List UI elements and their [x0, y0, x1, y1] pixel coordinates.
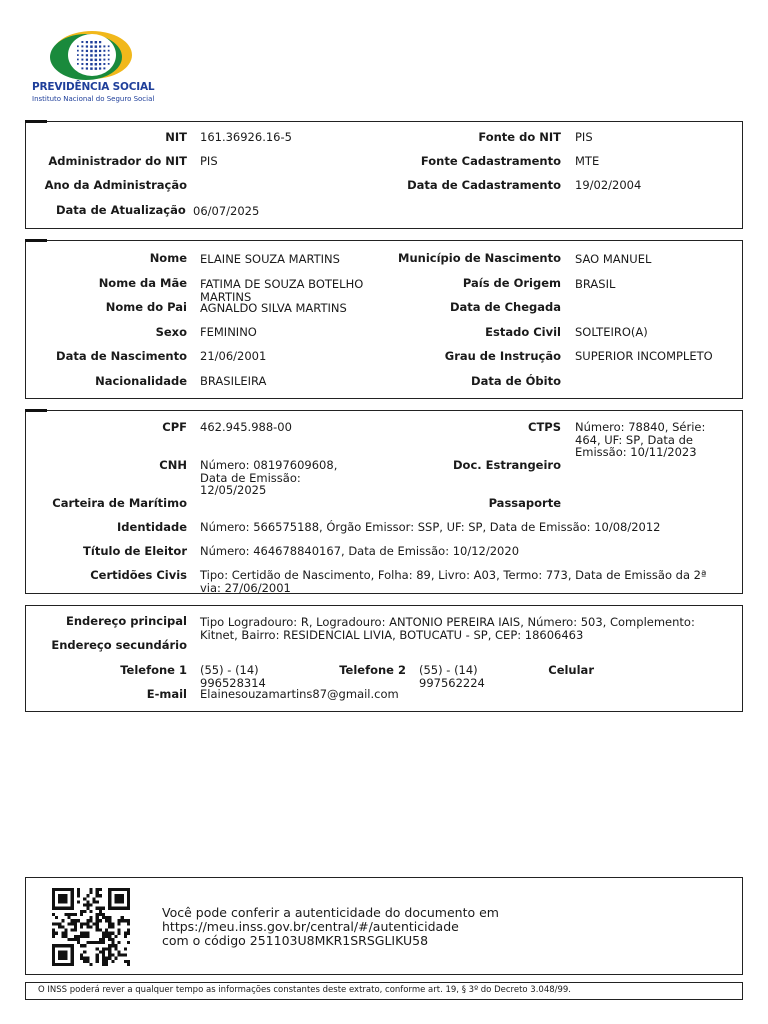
- identidade-value: Número: 566575188, Órgão Emissor: SSP, UF: SP, Data de Emissão: 10/08/2012: [200, 520, 661, 534]
- cnh-value: [200, 459, 337, 497]
- nome-mae-label: Nome da Mãe: [98, 276, 187, 290]
- pais-label: País de Origem: [462, 276, 561, 290]
- telefone1-line2: 996528314: [200, 675, 266, 690]
- email-value: Elainesouzamartins87@gmail.com: [200, 687, 399, 701]
- endereco-principal-value: [200, 616, 695, 641]
- autenticidade-url[interactable]: https://meu.inss.gov.br/central/#/autenticidade: [162, 919, 459, 934]
- estado-civil-label: Estado Civil: [485, 325, 561, 339]
- chegada-label: Data de Chegada: [449, 300, 561, 314]
- nome-mae-value: [200, 278, 363, 303]
- instrucao-value: SUPERIOR INCOMPLETO: [575, 349, 713, 363]
- autenticidade-codigo: com o código 251103U8MKR1SRSGLIKU58: [162, 933, 429, 948]
- documentos-section: [25, 410, 743, 594]
- logo-subtitle: Instituto Nacional do Seguro Social: [32, 95, 155, 103]
- nome-mae-line2: MARTINS: [200, 289, 252, 304]
- qr-code-icon: [50, 888, 132, 966]
- ano-administracao-label: Ano da Administração: [44, 178, 187, 192]
- nome-label: Nome: [149, 251, 187, 265]
- nacionalidade-label: Nacionalidade: [95, 374, 187, 388]
- sexo-label: Sexo: [155, 325, 187, 339]
- certidoes-label: Certidões Civis: [90, 568, 187, 582]
- previdencia-emblem-icon: [30, 28, 160, 83]
- fonte-cadastramento-value: MTE: [575, 154, 600, 168]
- fonte-cadastramento-label: Fonte Cadastramento: [420, 154, 561, 168]
- telefone2-label: Telefone 2: [339, 663, 406, 677]
- endereco-line2: Kitnet, Bairro: RESIDENCIAL LIVIA, BOTUCATU - SP, CEP: 18606463: [200, 627, 584, 642]
- certidoes-line1: Tipo: Certidão de Nascimento, Folha: 89, Livro: A03, Termo: 773, Data de Emissão da 2ª: [200, 568, 707, 582]
- ctps-value: [575, 421, 705, 459]
- nit-label: NIT: [165, 130, 187, 144]
- telefone1-line1: (55) - (14): [200, 663, 259, 677]
- data-atualizacao-value: 06/07/2025: [193, 204, 260, 218]
- ctps-line2: 464, UF: SP, Data de: [575, 432, 693, 447]
- cnh-line3: 12/05/2025: [200, 483, 267, 497]
- titulo-eleitor-label: Título de Eleitor: [83, 544, 187, 558]
- telefone2-value: [419, 664, 485, 689]
- sexo-value: FEMININO: [200, 325, 257, 339]
- autenticidade-text: [162, 906, 499, 948]
- municipio-label: Município de Nascimento: [398, 251, 561, 265]
- nome-value: ELAINE SOUZA MARTINS: [200, 252, 340, 266]
- nome-mae-line1: FATIMA DE SOUZA BOTELHO: [200, 277, 364, 291]
- pais-value: BRASIL: [575, 277, 616, 291]
- celular-label: Celular: [548, 663, 594, 677]
- telefone2-line1: (55) - (14): [419, 663, 478, 677]
- endereco-line1: Tipo Logradouro: R, Logradouro: ANTONIO PEREIRA IAIS, Número: 503, Complemento:: [200, 615, 695, 629]
- cnh-label: CNH: [159, 458, 187, 472]
- fonte-nit-label: Fonte do NIT: [478, 130, 561, 144]
- administrador-value: PIS: [200, 154, 218, 168]
- identidade-label: Identidade: [117, 520, 187, 534]
- estado-civil-value: SOLTEIRO(A): [575, 325, 648, 339]
- previdencia-logo: [30, 28, 160, 108]
- footnote: O INSS poderá rever a qualquer tempo as informações constantes deste extrato, conforme art. 19, § 3º do Decreto 3.048/99.: [25, 982, 743, 1000]
- cnh-line1: Número: 08197609608,: [200, 458, 338, 472]
- data-cadastramento-label: Data de Cadastramento: [407, 178, 561, 192]
- certidoes-line2: via: 27/06/2001: [200, 580, 291, 595]
- nome-pai-value: AGNALDO SILVA MARTINS: [200, 301, 347, 315]
- email-label: E-mail: [146, 687, 187, 701]
- telefone1-label: Telefone 1: [120, 663, 187, 677]
- data-atualizacao-label: Data de Atualização: [56, 203, 186, 217]
- nit-section: [25, 121, 743, 229]
- titulo-eleitor-value: Número: 464678840167, Data de Emissão: 10/12/2020: [200, 544, 520, 558]
- section-marker: [25, 239, 47, 242]
- certidoes-value: [200, 569, 706, 594]
- instrucao-label: Grau de Instrução: [444, 349, 561, 363]
- cpf-label: CPF: [162, 420, 187, 434]
- cnh-line2: Data de Emissão:: [200, 470, 301, 485]
- ctps-line1: Número: 78840, Série:: [575, 420, 706, 434]
- nascimento-value: 21/06/2001: [200, 349, 267, 363]
- contato-section: [25, 605, 743, 712]
- endereco-principal-label: Endereço principal: [66, 614, 187, 628]
- nacionalidade-value: BRASILEIRA: [200, 374, 267, 388]
- endereco-secundario-label: Endereço secundário: [51, 638, 187, 652]
- telefone1-value: [200, 664, 266, 689]
- carteira-maritimo-label: Carteira de Marítimo: [52, 496, 187, 510]
- doc-estrangeiro-label: Doc. Estrangeiro: [453, 458, 561, 472]
- municipio-value: SAO MANUEL: [575, 252, 652, 266]
- autenticidade-section: [25, 877, 743, 975]
- autenticidade-line1: Você pode conferir a autenticidade do documento em: [162, 905, 499, 920]
- ctps-label: CTPS: [528, 420, 561, 434]
- nascimento-label: Data de Nascimento: [56, 349, 187, 363]
- telefone2-line2: 997562224: [419, 675, 485, 690]
- cpf-value: 462.945.988-00: [200, 420, 292, 434]
- administrador-label: Administrador do NIT: [48, 154, 187, 168]
- nit-value: 161.36926.16-5: [200, 130, 292, 144]
- data-cadastramento-value: 19/02/2004: [575, 178, 642, 192]
- obito-label: Data de Óbito: [471, 374, 561, 388]
- section-marker: [25, 409, 47, 412]
- passaporte-label: Passaporte: [488, 496, 561, 510]
- dados-pessoais-section: [25, 240, 743, 399]
- ctps-line3: Emissão: 10/11/2023: [575, 445, 697, 459]
- fonte-nit-value: PIS: [575, 130, 593, 144]
- nome-pai-label: Nome do Pai: [105, 300, 187, 314]
- logo-title: PREVIDÊNCIA SOCIAL: [32, 81, 155, 93]
- section-marker: [25, 120, 47, 123]
